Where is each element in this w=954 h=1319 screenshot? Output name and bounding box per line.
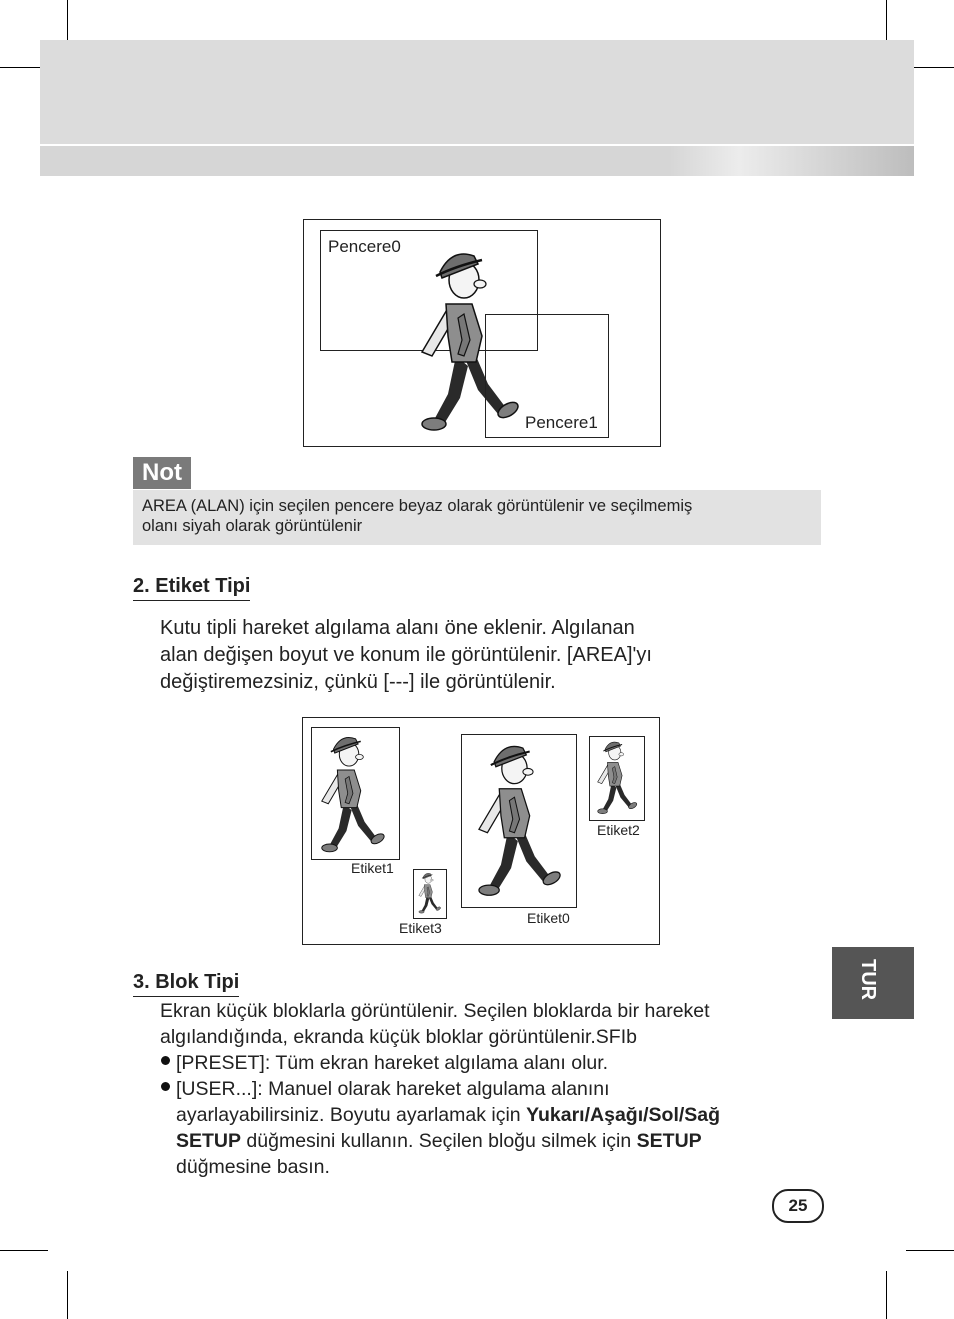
arrow-keys-emphasis: Yukarı/Aşağı/Sol/Sağ xyxy=(526,1104,721,1126)
section-3-line: Ekran küçük bloklarla görüntülenir. Seçilen bloklarda bir hareket xyxy=(160,1000,710,1022)
note-line-2: olanı siyah olarak görüntülenir xyxy=(142,517,363,535)
note-text xyxy=(142,496,812,536)
bullet-preset: [PRESET]: Tüm ekran hareket algılama alanı olur. xyxy=(176,1052,609,1074)
setup-emphasis: SETUP xyxy=(636,1130,702,1152)
walker-figure-illustration xyxy=(467,738,567,902)
note-line-1: AREA (ALAN) için seçilen pencere beyaz olarak görüntülenir ve seçilmemiş xyxy=(142,497,693,515)
language-tab xyxy=(832,947,914,1019)
bullet-user-text: ayarlayabilirsiniz. Boyutu ayarlamak için xyxy=(176,1104,527,1126)
bullet-user-line: [USER...]: Manuel olarak hareket algulama alanını xyxy=(176,1078,610,1100)
walker-figure-illustration xyxy=(415,871,443,915)
header-band xyxy=(40,40,914,144)
note-box xyxy=(133,490,821,545)
window-0-label: Pencere0 xyxy=(328,237,401,256)
section-2-text xyxy=(160,615,780,696)
section-2-line: Kutu tipli hareket algılama alanı öne eklenir. Algılanan xyxy=(160,617,635,639)
label-2-text: Etiket2 xyxy=(597,822,640,838)
bullet-dot xyxy=(161,1082,170,1091)
walker-figure-illustration xyxy=(591,738,641,817)
crop-mark xyxy=(0,1250,48,1251)
window-diagram xyxy=(303,219,661,447)
section-3-text xyxy=(160,998,800,1050)
label-3-text: Etiket3 xyxy=(399,920,442,936)
section-3-line: algılandığında, ekranda küçük bloklar görüntülenir.SFIb xyxy=(160,1026,637,1048)
note-tag: Not xyxy=(133,457,191,489)
page-number: 25 xyxy=(772,1189,824,1223)
label-diagram xyxy=(302,717,660,945)
section-3-title: 3. Blok Tipi xyxy=(133,971,239,997)
section-2-line: alan değişen boyut ve konum ile görüntülenir. [AREA]'yı xyxy=(160,644,652,666)
section-2-line: değiştiremezsiniz, çünkü [---] ile görüntülenir. xyxy=(160,671,556,693)
section-2-title: 2. Etiket Tipi xyxy=(133,575,250,601)
bullet-dot xyxy=(161,1056,170,1065)
bullet-user-text: düğmesini kullanın. Seçilen bloğu silmek için xyxy=(241,1130,637,1152)
crop-mark xyxy=(886,1271,887,1319)
bullet-user xyxy=(176,1076,806,1180)
label-1-text: Etiket1 xyxy=(351,860,394,876)
crop-mark xyxy=(906,1250,954,1251)
crop-mark xyxy=(67,1271,68,1319)
walker-figure-illustration xyxy=(315,731,387,857)
language-tab-label: TUR xyxy=(857,959,879,1001)
bullet-user-line: düğmesine basın. xyxy=(176,1156,330,1178)
header-strip xyxy=(40,146,914,176)
bullet-user-line xyxy=(176,1128,806,1154)
bullet-user-line xyxy=(176,1102,806,1128)
window-1-label: Pencere1 xyxy=(525,413,598,432)
setup-emphasis: SETUP xyxy=(176,1130,242,1152)
label-0-text: Etiket0 xyxy=(527,910,570,926)
